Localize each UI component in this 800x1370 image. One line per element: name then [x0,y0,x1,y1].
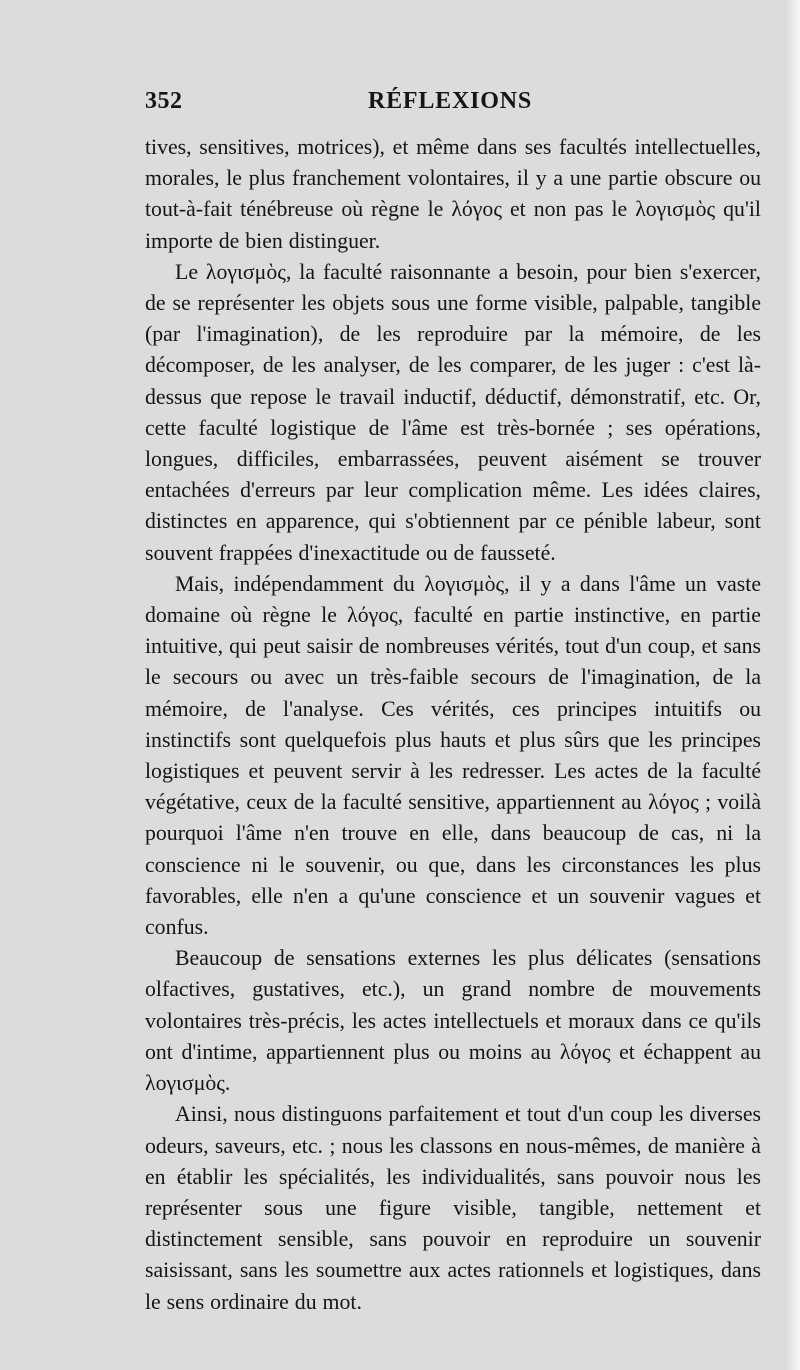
paragraph: Ainsi, nous distinguons parfaitement et tout d'un coup les diverses odeurs, saveurs, etc. ; nous les classons en nous-mêmes, de manière à en établir les spécialités, les individualités, sans pouvoir nous les représenter sous une figure visible, tangible, nettement et distinctement sensible, sans pouvoir en reproduire un souvenir saisissant, sans les soumettre aux actes rationnels et logistiques, dans le sens ordinaire du mot. [145,1102,761,1314]
paragraph: Beaucoup de sensations externes les plus délicates (sensations olfactives, gustatives, etc.), un grand nombre de mouvements volontaires très-précis, les actes intellectuels et moraux dans ce qu'ils ont d'intime, appartiennent plus ou moins au λόγος et échappent au λογισμὸς. [145,946,761,1096]
page-header [145,88,755,122]
paragraph: Mais, indépendamment du λογισμὸς, il y a dans l'âme un vaste domaine où règne le λόγος, faculté en partie instinctive, en partie intuitive, qui peut saisir de nombreuses vérités, tout d'un coup, et sans le secours ou avec un très-faible secours de l'imagination, de la mémoire, de l'analyse. Ces vérités, ces principes intuitifs ou instinctifs sont quelquefois plus hauts et plus sûrs que les principes logistiques et peuvent servir à les redresser. Les actes de la faculté végétative, ceux de la faculté sensitive, appartiennent au λόγος ; voilà pourquoi l'âme n'en trouve en elle, dans beaucoup de cas, ni la conscience ni le souvenir, ou que, dans les circonstances les plus favorables, elle n'en a qu'une conscience et un souvenir vagues et confus. [145,571,761,940]
body-text [145,132,761,1318]
page-number: 352 [145,88,183,114]
running-title: RÉFLEXIONS [367,88,533,114]
paragraph-continuation: tives, sensitives, motrices), et même dans ses facultés intellectuelles, morales, le plus franchement volontaires, il y a une partie obscure ou tout-à-fait ténébreuse où règne le λόγος et non pas le λογισμὸς qu'il importe de bien distinguer. [145,135,761,253]
paragraph: Le λογισμὸς, la faculté raisonnante a besoin, pour bien s'exercer, de se représenter les objets sous une forme visible, palpable, tangible (par l'imagination), de les reproduire par la mémoire, de les décomposer, de les analyser, de les comparer, de les juger : c'est là-dessus que repose le travail inductif, déductif, démonstratif, etc. Or, cette faculté logistique de l'âme est très-bornée ; ses opérations, longues, difficiles, embarrassées, peuvent aisément se trouver entachées d'erreurs par leur complication même. Les idées claires, distinctes en apparence, qui s'obtiennent par ce pénible labeur, sont souvent frappées d'inexactitude ou de fausseté. [145,259,761,565]
page-edge-shadow [786,0,800,1370]
